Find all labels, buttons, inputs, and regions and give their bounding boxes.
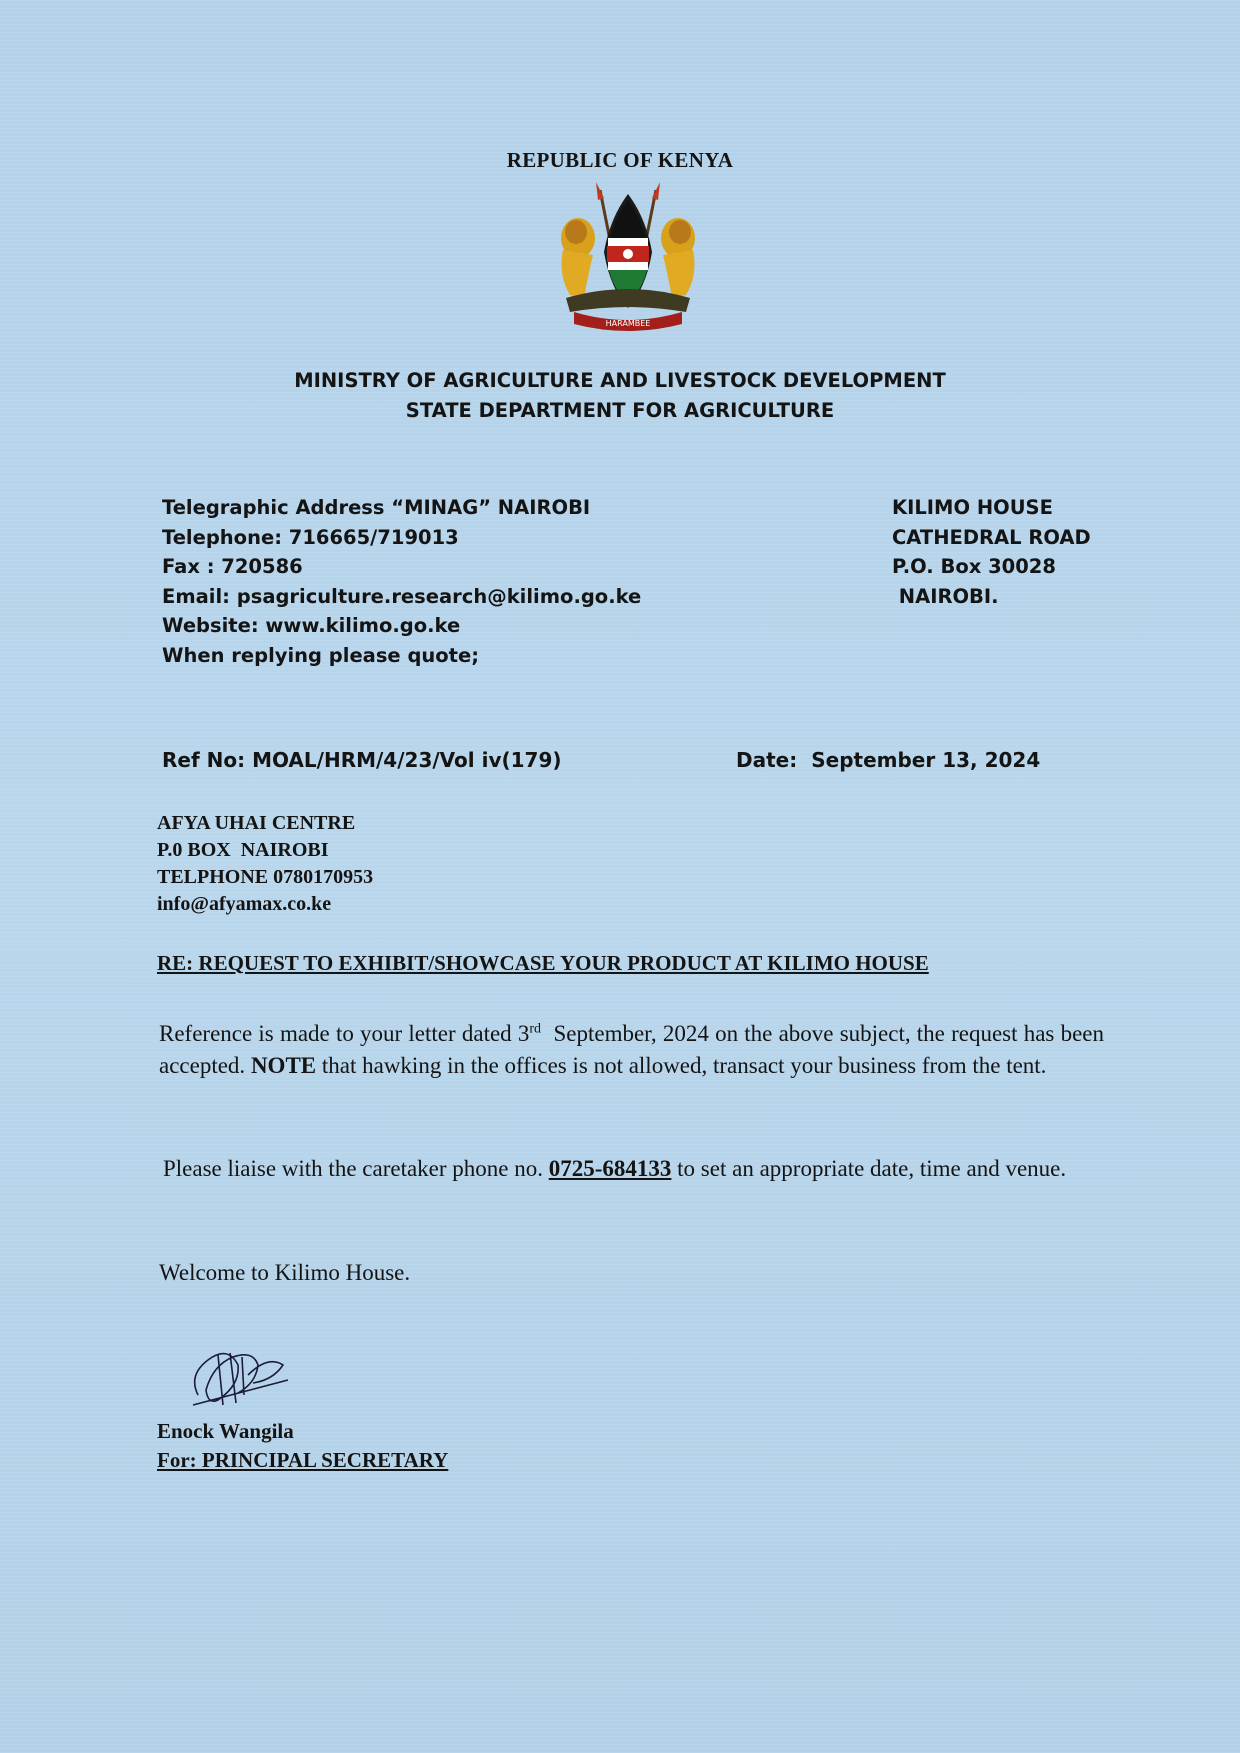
department-name: STATE DEPARTMENT FOR AGRICULTURE — [405, 399, 835, 422]
subject-line: RE: REQUEST TO EXHIBIT/SHOWCASE YOUR PRODUCT AT KILIMO HOUSE — [157, 951, 929, 975]
website: Website: www.kilimo.go.ke — [162, 614, 461, 637]
building-name: KILIMO HOUSE — [892, 496, 1053, 519]
letter-date — [736, 748, 1040, 772]
date-label: Date: — [736, 748, 798, 772]
street: CATHEDRAL ROAD — [892, 525, 1091, 549]
signatory-name: Enock Wangila — [157, 1419, 294, 1443]
addressee-name: AFYA UHAI CENTRE — [157, 812, 356, 834]
p1-text-b: September, 2024 on the above subject, the request has been accepted. — [159, 1021, 1110, 1078]
p1-note: NOTE — [250, 1053, 317, 1078]
coat-of-arms-emblem — [548, 180, 708, 335]
body-paragraph-3: Welcome to Kilimo House. — [159, 1260, 411, 1285]
p1-text-c: that hawking in the offices is not allowed, transact your business from the tent. — [316, 1053, 1047, 1078]
p2-text-b: to set an appropriate date, time and venue. — [671, 1156, 1067, 1181]
city: NAIROBI. — [892, 584, 999, 608]
addressee-box: P.0 BOX NAIROBI — [157, 839, 329, 861]
po-box: P.O. Box 30028 — [892, 555, 1056, 578]
reply-note: When replying please quote; — [162, 643, 480, 667]
telegraphic-address: Telegraphic Address “MINAG” NAIROBI — [162, 496, 591, 519]
ministry-name: MINISTRY OF AGRICULTURE AND LIVESTOCK DEVELOPMENT — [294, 369, 946, 392]
signatory-block — [157, 1417, 448, 1475]
p1-ordinal: rd — [529, 1021, 542, 1037]
body-paragraph-1 — [159, 1018, 1110, 1082]
addressee-email: info@afyamax.co.ke — [157, 893, 332, 915]
p2-text-a: Please liaise with the caretaker phone no. — [163, 1156, 549, 1181]
fax: Fax : 720586 — [162, 555, 303, 578]
handwritten-signature — [178, 1335, 298, 1420]
svg-text:HARAMBEE: HARAMBEE — [605, 319, 651, 328]
republic-heading: REPUBLIC OF KENYA — [506, 148, 734, 172]
addressee-block — [157, 810, 373, 918]
telephone: Telephone: 716665/719013 — [162, 525, 459, 549]
signatory-title: For: PRINCIPAL SECRETARY — [157, 1448, 449, 1472]
reference-number: Ref No: MOAL/HRM/4/23/Vol iv(179) — [162, 748, 562, 772]
body-paragraph-2 — [159, 1153, 1108, 1185]
email: Email: psagriculture.research@kilimo.go.ke — [162, 584, 642, 608]
postal-address-right — [892, 493, 1091, 611]
ministry-heading — [0, 366, 1240, 426]
date-value: September 13, 2024 — [811, 748, 1041, 772]
contact-details-left — [162, 493, 641, 670]
addressee-phone: TELPHONE 0780170953 — [157, 866, 374, 888]
p1-text-a: Reference is made to your letter dated 3 — [159, 1021, 530, 1046]
caretaker-phone: 0725-684133 — [548, 1156, 672, 1181]
